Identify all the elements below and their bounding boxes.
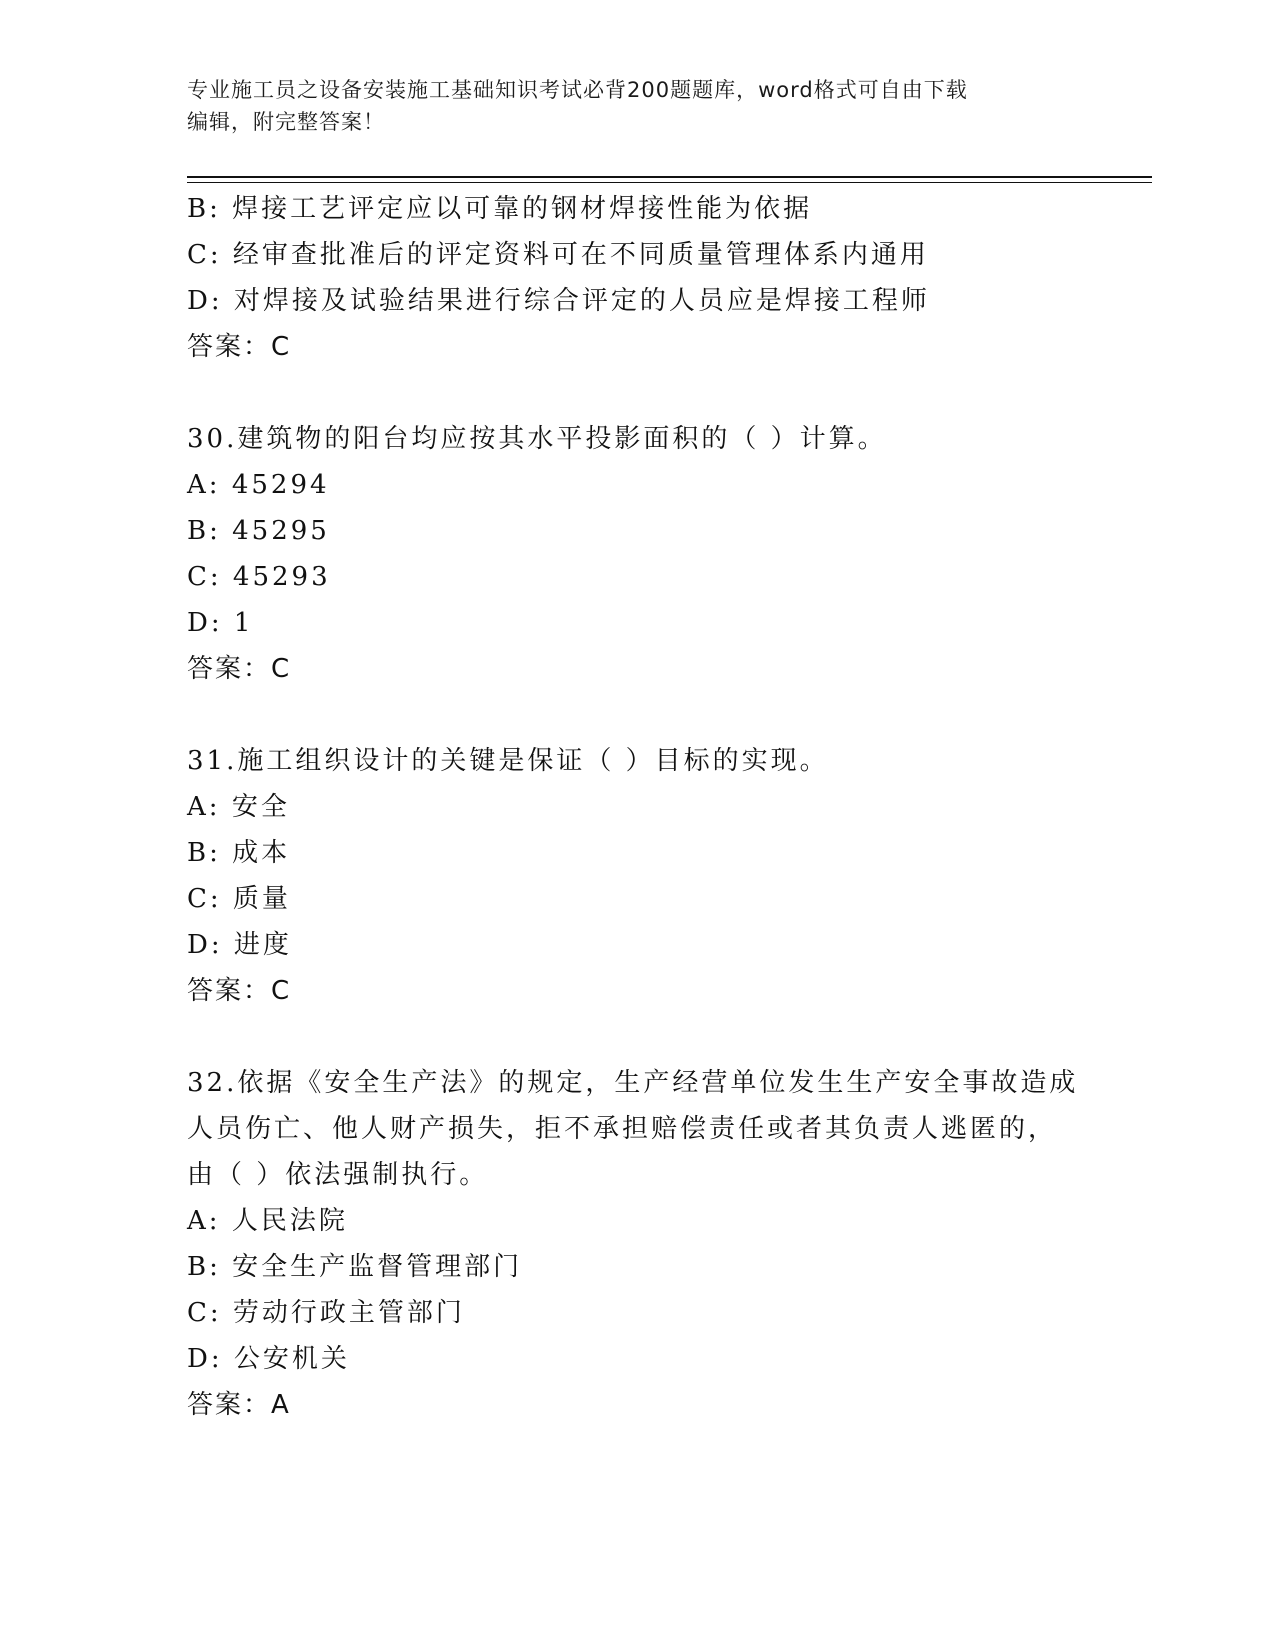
answer-line: 答案：A <box>187 1390 291 1420</box>
option-text: 公安机关 <box>233 1344 350 1374</box>
question-stem-line-2: 人员伤亡、他人财产损失，拒不承担赔偿责任或者其负责人逃匿的， <box>187 1114 1058 1144</box>
option-text: 人民法院 <box>231 1206 348 1236</box>
option-label: B: <box>187 516 221 546</box>
option-text: 1 <box>233 608 254 638</box>
option-text: 成本 <box>232 838 291 868</box>
header-line-1: 专业施工员之设备安装施工基础知识考试必背200题题库，word格式可自由下载 <box>187 78 968 102</box>
option-text: 45294 <box>231 470 330 500</box>
option-c <box>187 1290 1087 1336</box>
option-label: A: <box>187 792 221 822</box>
option-label: D: <box>187 286 223 316</box>
option-text: 焊接工艺评定应以可靠的钢材焊接性能为依据 <box>232 194 813 224</box>
question-32 <box>187 1060 1087 1428</box>
option-text: 对焊接及试验结果进行综合评定的人员应是焊接工程师 <box>233 286 930 316</box>
option-a <box>187 784 1087 830</box>
option-c <box>187 876 1087 922</box>
answer-line: 答案：C <box>187 654 292 684</box>
spacer <box>187 370 1087 416</box>
header-divider-thick <box>187 176 1152 178</box>
question-fragment <box>187 186 1087 370</box>
option-label: C: <box>187 562 222 592</box>
option-label: B: <box>187 1252 221 1282</box>
option-text: 质量 <box>232 884 291 914</box>
question-list <box>187 186 1087 1428</box>
option-label: B: <box>187 194 221 224</box>
question-stem-line-3: 由（ ）依法强制执行。 <box>187 1160 489 1190</box>
option-text: 安全生产监督管理部门 <box>232 1252 523 1282</box>
option-text: 45295 <box>232 516 330 546</box>
option-label: D: <box>187 930 223 960</box>
option-a <box>187 462 1087 508</box>
option-label: D: <box>187 1344 223 1374</box>
option-text: 劳动行政主管部门 <box>232 1298 465 1328</box>
option-a <box>187 1198 1087 1244</box>
document-header <box>187 74 1067 138</box>
option-text: 经审查批准后的评定资料可在不同质量管理体系内通用 <box>232 240 929 270</box>
option-text: 45293 <box>232 562 331 592</box>
question-stem-line-1: 32.依据《安全生产法》的规定，生产经营单位发生生产安全事故造成 <box>187 1068 1079 1098</box>
header-divider-thin <box>187 182 1152 183</box>
option-label: A: <box>187 1206 221 1236</box>
option-text: 进度 <box>233 930 292 960</box>
question-stem: 30.建筑物的阳台均应按其水平投影面积的（ ）计算。 <box>187 424 887 454</box>
question-31 <box>187 738 1087 1014</box>
answer-line: 答案：C <box>187 332 292 362</box>
option-label: C: <box>187 884 222 914</box>
option-label: B: <box>187 838 221 868</box>
question-30 <box>187 416 1087 692</box>
option-b <box>187 186 1087 232</box>
option-text: 安全 <box>231 792 290 822</box>
option-d <box>187 1336 1087 1382</box>
spacer <box>187 1014 1087 1060</box>
option-b <box>187 830 1087 876</box>
option-d <box>187 600 1087 646</box>
answer-line: 答案：C <box>187 976 292 1006</box>
option-d <box>187 278 1087 324</box>
spacer <box>187 692 1087 738</box>
option-label: A: <box>187 470 221 500</box>
option-c <box>187 232 1087 278</box>
option-d <box>187 922 1087 968</box>
option-c <box>187 554 1087 600</box>
option-label: C: <box>187 1298 222 1328</box>
option-b <box>187 508 1087 554</box>
option-label: C: <box>187 240 222 270</box>
question-stem: 31.施工组织设计的关键是保证（ ）目标的实现。 <box>187 746 829 776</box>
header-line-2: 编辑，附完整答案！ <box>187 110 385 134</box>
option-b <box>187 1244 1087 1290</box>
option-label: D: <box>187 608 223 638</box>
